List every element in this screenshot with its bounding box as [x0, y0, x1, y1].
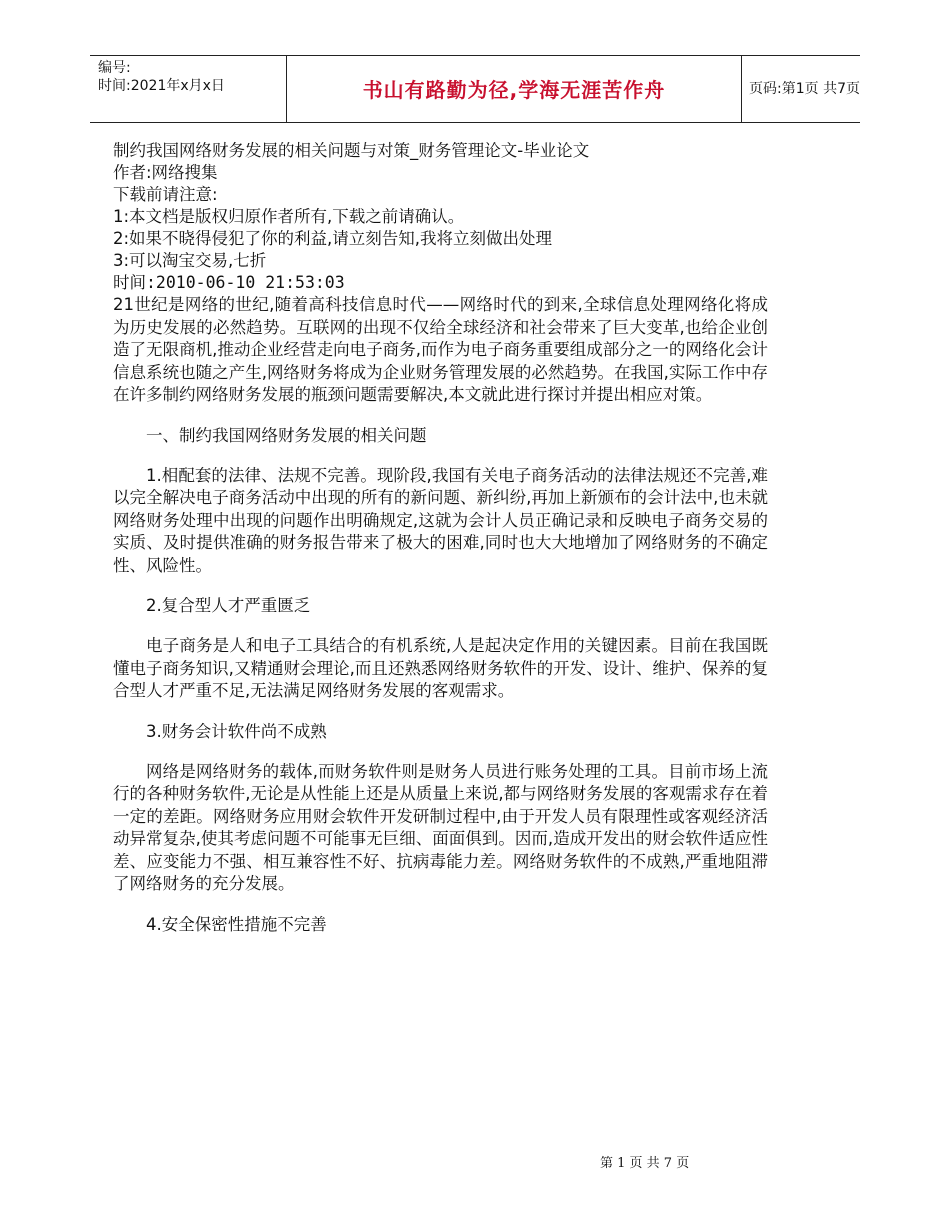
- header-motto-cell: [286, 56, 742, 122]
- page-info: 页码:第1页 共7页: [749, 81, 860, 97]
- motto-text: 书山有路勤为径,学海无涯苦作舟: [362, 78, 666, 102]
- doc-title: 制约我国网络财务发展的相关问题与对策_财务管理论文-毕业论文: [113, 141, 590, 160]
- item-2-title: 2.复合型人才严重匮乏: [146, 596, 311, 615]
- date-label: 时间:2021年x月x日: [98, 78, 225, 94]
- notice-title: 下载前请注意:: [113, 185, 218, 204]
- item-2-body: 电子商务是人和电子工具结合的有机系统,人是起决定作用的关键因素。目前在我国既懂电子商务知识,又精通财会理论,而且还熟悉网络财务软件的开发、设计、维护、保养的复合型人才严重不足,无法满足网络财务发展的客观需求。: [113, 636, 768, 700]
- doc-time: 时间:2010-06-10 21:53:03: [113, 273, 345, 292]
- doc-author: 作者:网络搜集: [113, 163, 218, 182]
- number-label: 编号:: [98, 60, 131, 76]
- notice-item-3: 3:可以淘宝交易,七折: [113, 251, 267, 270]
- item-1-body: 现阶段,我国有关电子商务活动的法律法规还不完善,难以完全解决电子商务活动中出现的所有的新问题、新纠纷,再加上新颁布的会计法中,也未就网络财务处理中出现的问题作出明确规定,这就为会计人员正确记录和反映电子商务交易的实质、及时提供准确的财务报告带来了极大的困难,同时也大大地增加了网络财务的不确定性、风险性。: [113, 465, 768, 575]
- item-4-title: 4.安全保密性措施不完善: [146, 914, 327, 934]
- item-3-title: 3.财务会计软件尚不成熟: [146, 721, 327, 741]
- page-footer: 第 1 页 共 7 页: [600, 1156, 690, 1171]
- intro-paragraph: 21世纪是网络的世纪,随着高科技信息时代——网络时代的到来,全球信息处理网络化将成为历史发展的必然趋势。互联网的出现不仅给全球经济和社会带来了巨大变革,也给企业创造了无限商机,推动企业经营走向电子商务,而作为电子商务重要组成部分之一的网络化会计信息系统也随之产生,网络财务将成为企业财务管理发展的必然趋势。在我国,实际工作中存在许多制约网络财务发展的瓶颈问题需要解决,本文就此进行探讨并提出相应对策。: [113, 295, 768, 404]
- header-table: [90, 55, 860, 123]
- item-1-paragraph: [113, 465, 768, 578]
- document-body: [113, 140, 768, 936]
- header-right-cell: [741, 56, 860, 122]
- item-3-body: 网络是网络财务的载体,而财务软件则是财务人员进行账务处理的工具。目前市场上流行的各种财务软件,无论是从性能上还是从质量上来说,都与网络财务发展的客观需求存在着一定的差距。网络财务应用财会软件开发研制过程中,由于开发人员有限理性或客观经济活动异常复杂,使其考虑问题不可能事无巨细、面面俱到。因而,造成开发出的财会软件适应性差、应变能力不强、相互兼容性不好、抗病毒能力差。网络财务软件的不成熟,严重地阻滞了网络财务的充分发展。: [113, 761, 768, 893]
- notice-item-2: 2:如果不晓得侵犯了你的利益,请立刻告知,我将立刻做出处理: [113, 229, 553, 248]
- section-heading-1: 一、制约我国网络财务发展的相关问题: [146, 425, 427, 445]
- item-1-title: 1.相配套的法律、法规不完善。: [146, 465, 377, 485]
- notice-item-1: 1:本文档是版权归原作者所有,下载之前请确认。: [113, 207, 465, 226]
- header-left-cell: [90, 56, 286, 122]
